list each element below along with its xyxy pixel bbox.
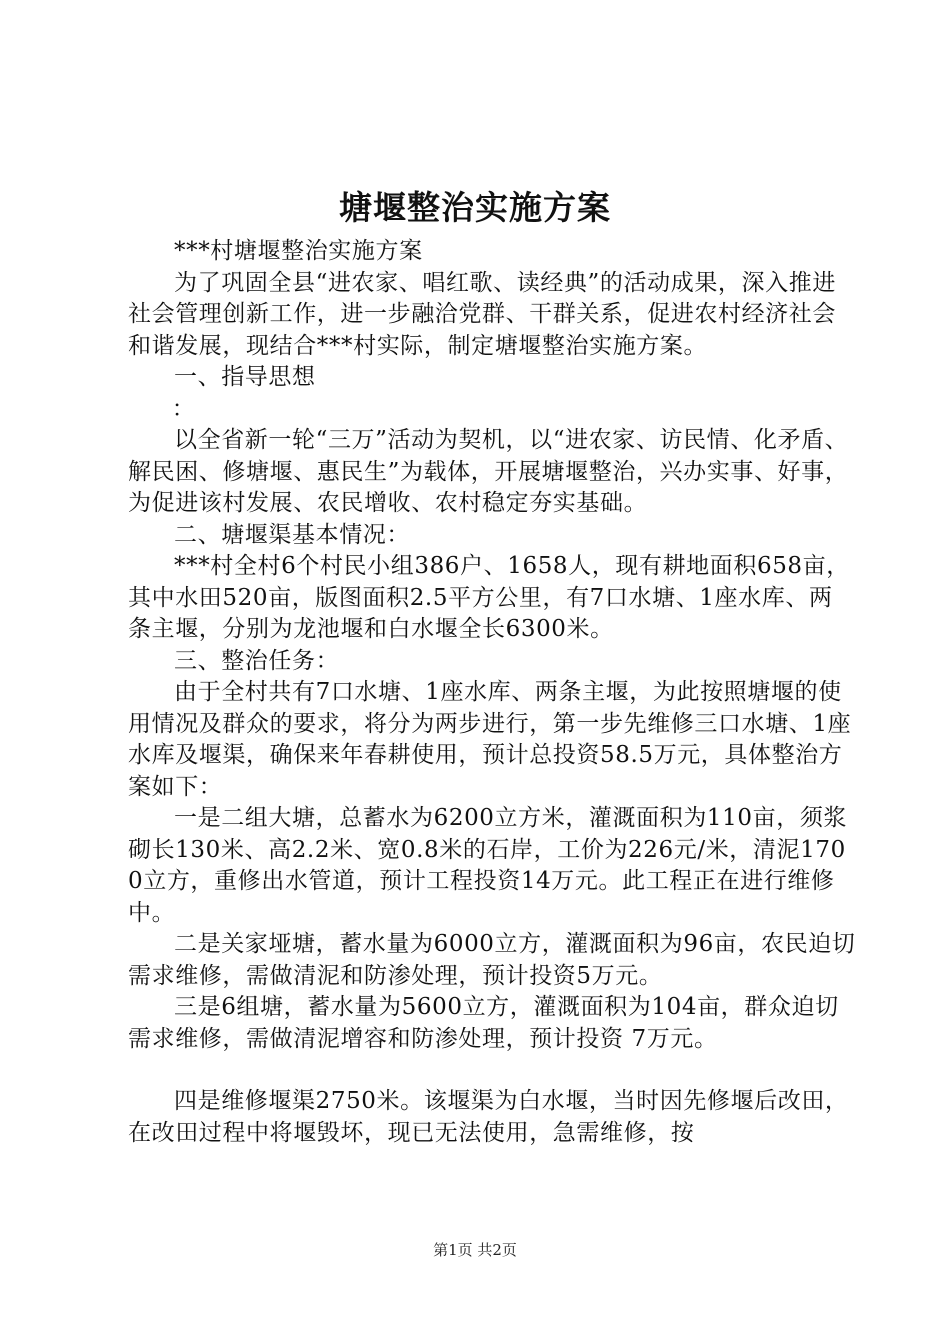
paragraph-subtitle: ***村塘堰整治实施方案 — [174, 238, 423, 264]
paragraph-tasks: 由于全村共有7口水塘、1座水库、两条主堰，为此按照塘堰的使用情况及群众的要求，将分为两步进行，第一步先维修三口水塘、1座水库及堰渠，确保来年春耕使用，预计总投资58.5万元，具体整治方案如下： — [128, 679, 852, 800]
paragraph-basic-info: ***村全村6个村民小组386户、1658人，现有耕地面积658亩，其中水田520亩，版图面积2.5平方公里，有7口水塘、1座水库、两条主堰，分别为龙池堰和白水堰全长6300米。 — [128, 553, 850, 642]
paragraph-guiding-idea: 以全省新一轮“三万”活动为契机，以“进农家、访民情、化矛盾、解民困、修塘堰、惠民生”为载体，开展塘堰整治，兴办实事、好事，为促进该村发展、农民增收、农村稳定夯实基础。 — [128, 427, 849, 516]
paragraph-task-one: 一是二组大塘，总蓄水为6200立方米，灌溉面积为110亩，须浆砌长130米、高2.2米、宽0.8米的石岸，工价为226元/米，清泥1700立方，重修出水管道，预计工程投资14万元。此工程正在进行维修中。 — [128, 805, 848, 926]
document-body — [128, 236, 856, 1149]
page-indicator: 第1页 共2页 — [433, 1241, 517, 1259]
paragraph-intro: 为了巩固全县“进农家、唱红歌、读经典”的活动成果，深入推进社会管理创新工作，进一步融洽党群、干群关系，促进农村经济社会和谐发展，现结合***村实际，制定塘堰整治实施方案。 — [128, 269, 836, 359]
paragraph-task-four: 四是维修堰渠2750米。该堰渠为白水堰，当时因先修堰后改田，在改田过程中将堰毁坏，现已无法使用，急需维修，按 — [128, 1088, 849, 1146]
document-title: 塘堰整治实施方案 — [339, 188, 611, 227]
paragraph-task-three: 三是6组塘，蓄水量为5600立方，灌溉面积为104亩，群众迫切需求维修，需做清泥增容和防渗处理，预计投资 7万元。 — [128, 994, 839, 1052]
section-heading-tasks: 三、整治任务： — [174, 647, 340, 674]
section-heading-basic-info: 二、塘堰渠基本情况： — [174, 521, 410, 548]
paragraph-colon: ： — [171, 395, 196, 422]
section-heading-guiding-idea: 一、指导思想 — [174, 364, 316, 390]
paragraph-task-two: 二是关家垭塘，蓄水量为6000立方，灌溉面积为96亩，农民迫切需求维修，需做清泥和防渗处理，预计投资5万元。 — [128, 931, 856, 989]
